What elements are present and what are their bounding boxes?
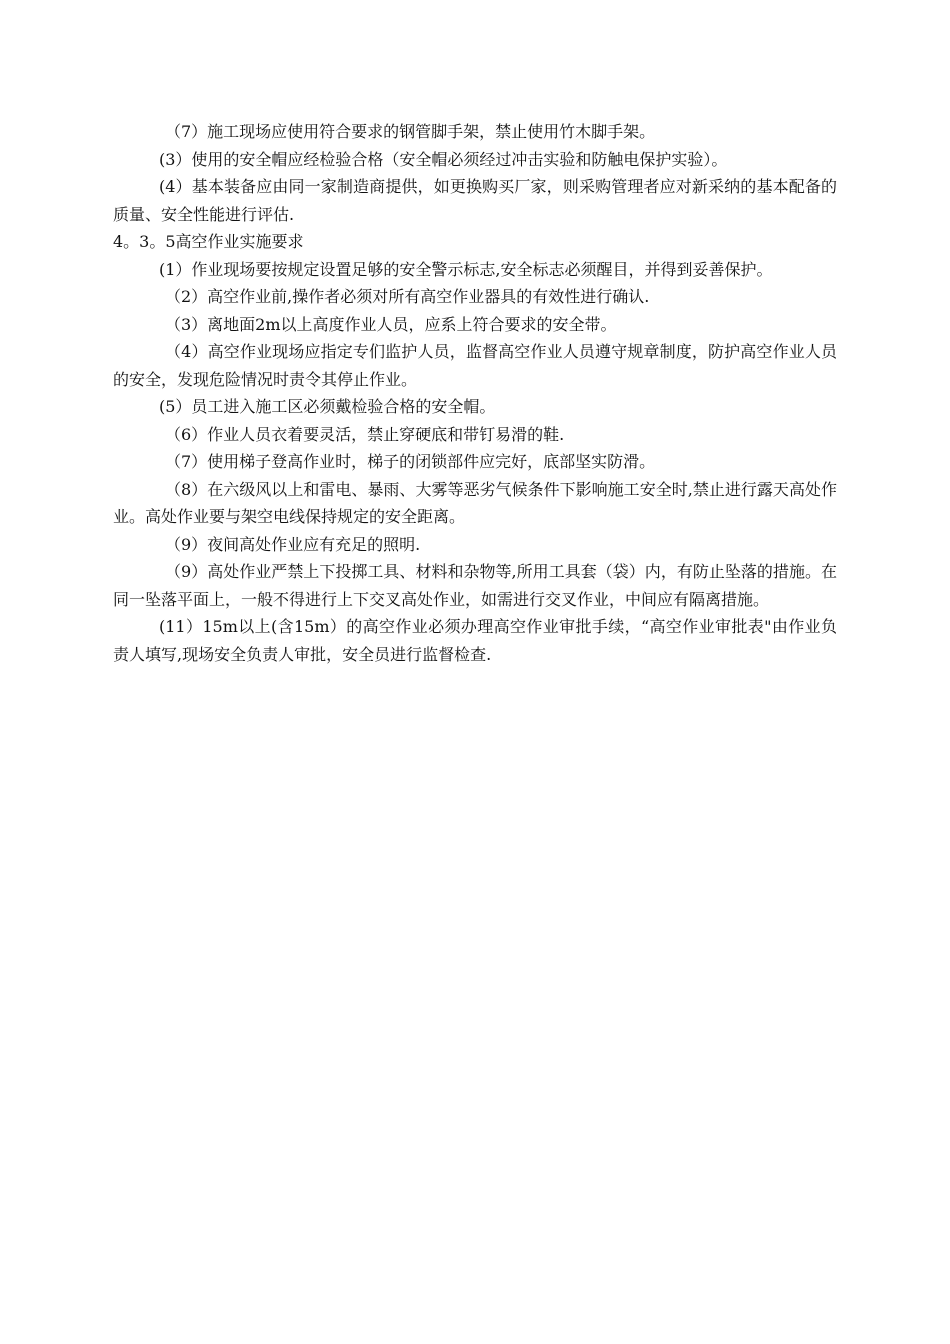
paragraph-helmet-entry: (5）员工进入施工区必须戴检验合格的安全帽。	[159, 397, 496, 416]
paragraph-scaffold: （7）施工现场应使用符合要求的钢管脚手架，禁止使用竹木脚手架。	[165, 122, 656, 141]
paragraph-approval: (11）15m以上(含15m）的高空作业必须办理高空作业审批手续，“高空作业审批表"由作业负责人填写,现场安全负责人审批，安全员进行监督检查.	[113, 617, 837, 664]
paragraph-throwing: （9）高处作业严禁上下投掷工具、材料和杂物等,所用工具套（袋）内，有防止坠落的措施。在同一坠落平面上，一般不得进行上下交叉高处作业，如需进行交叉作业，中间应有隔离措施。	[113, 562, 837, 609]
paragraph-warning-signs: (1）作业现场要按规定设置足够的安全警示标志,安全标志必须醒目，并得到妥善保护。	[159, 259, 773, 279]
paragraph-supervisor: （4）高空作业现场应指定专们监护人员，监督高空作业人员遵守规章制度，防护高空作业人员的安全，发现危险情况时责令其停止作业。	[113, 342, 837, 389]
paragraph-lighting: （9）夜间高处作业应有充足的照明.	[165, 534, 421, 554]
section-heading: 4。3。5高空作业实施要求	[113, 232, 304, 251]
paragraph-equipment-supplier: (4）基本装备应由同一家制造商提供，如更换购买厂家，则采购管理者应对新采纳的基本配备的质量、安全性能进行评估.	[113, 177, 837, 224]
paragraph-weather: （8）在六级风以上和雷电、暴雨、大雾等恶劣气候条件下影响施工安全时,禁止进行露天高处作业。高处作业要与架空电线保持规定的安全距离。	[113, 479, 837, 526]
paragraph-clothing: （6）作业人员衣着要灵活，禁止穿硬底和带钉易滑的鞋.	[165, 424, 565, 444]
paragraph-equipment-check: （2）高空作业前,操作者必须对所有高空作业器具的有效性进行确认.	[165, 287, 650, 306]
document-body	[113, 118, 837, 668]
paragraph-safety-helmet: (3）使用的安全帽应经检验合格（安全帽必须经过冲击实验和防触电保护实验）。	[159, 149, 728, 169]
paragraph-safety-belt: （3）离地面2m以上高度作业人员，应系上符合要求的安全带。	[165, 314, 617, 334]
paragraph-ladder: （7）使用梯子登高作业时，梯子的闭锁部件应完好，底部坚实防滑。	[165, 452, 656, 471]
